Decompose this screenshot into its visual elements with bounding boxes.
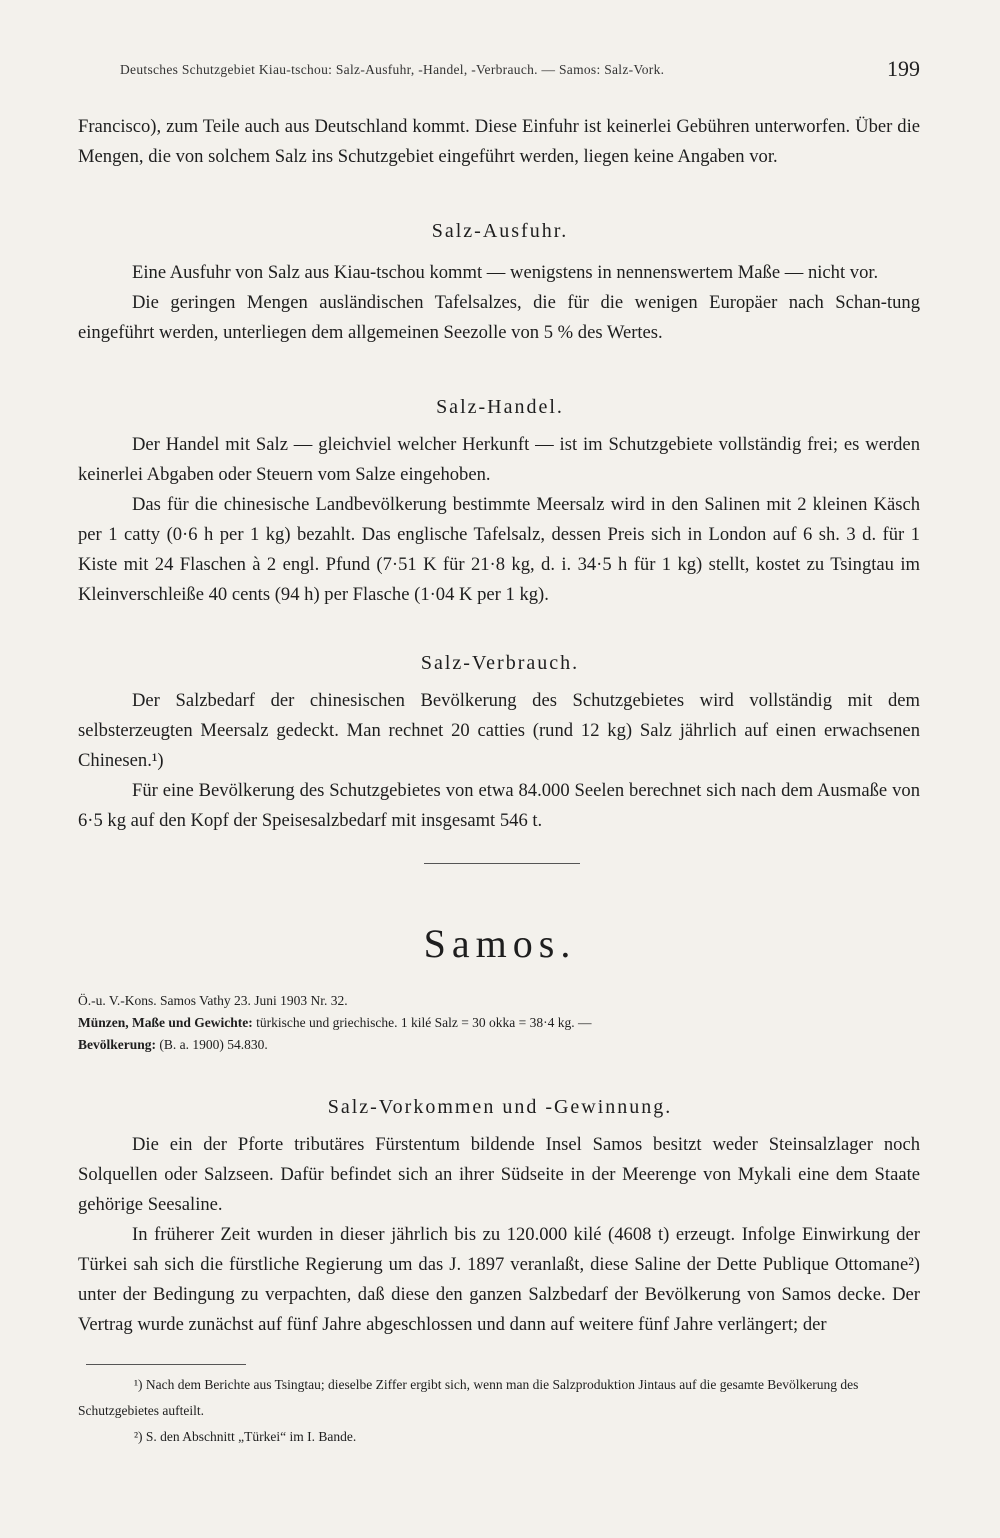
- salz-verbrauch-block: [78, 686, 920, 836]
- samos-muenzen-line: [78, 1012, 938, 1034]
- heading-samos: Samos.: [423, 921, 577, 966]
- samos-meta: [78, 990, 938, 1056]
- salz-handel-paragraph-1: Der Handel mit Salz — gleichviel welcher Herkunft — ist im Schutzgebiete vollständig frei; es werden keinerlei Abgaben oder Steuern vom Salze eingehoben.: [78, 434, 920, 485]
- bevoelkerung-label: Bevölkerung:: [78, 1037, 157, 1052]
- heading-salz-handel: Salz-Handel.: [436, 396, 564, 418]
- salz-vorkommen-paragraph-2: In früherer Zeit wurden in dieser jährlich bis zu 120.000 kilé (4608 t) erzeugt. Infolge Einwirkung der Türkei sah sich die fürstliche Regierung um das J. 1897 veranlaßt, diese Saline der Dette Publique Ottomane²) unter der Bedingung zu verpachten, daß diese den ganzen Salzbedarf der Bevölkerung von Samos decke. Der Vertrag wurde zunächst auf fünf Jahre abgeschlossen und dann auf weitere fünf Jahre verlängert; der: [78, 1224, 920, 1335]
- intro-block: [78, 112, 920, 172]
- section-divider: [424, 863, 580, 864]
- intro-paragraph: Francisco), zum Teile auch aus Deutschland kommt. Diese Einfuhr ist keinerlei Gebühren unterworfen. Über die Mengen, die von solchem Salz ins Schutzgebiet eingeführt werden, liegen keine Angaben vor.: [78, 116, 920, 167]
- salz-ausfuhr-block: [78, 258, 920, 348]
- footnote-rule: [86, 1364, 246, 1365]
- heading-salz-verbrauch: Salz-Verbrauch.: [420, 652, 580, 674]
- salz-verbrauch-paragraph-1: Der Salzbedarf der chinesischen Bevölkerung des Schutzgebietes wird vollständig mit dem selbsterzeugten Meersalz gedeckt. Man rechnet 20 catties (rund 12 kg) Salz jährlich auf einen erwachsenen Chinesen.¹): [78, 690, 920, 771]
- heading-salz-ausfuhr: Salz-Ausfuhr.: [431, 220, 569, 242]
- page-number: 199: [887, 56, 920, 81]
- footnote-1: ¹) Nach dem Berichte aus Tsingtau; dieselbe Ziffer ergibt sich, wenn man die Salzproduktion Jintaus auf die gesamte Bevölkerung des Schutzgebietes aufteilt.: [78, 1377, 859, 1418]
- salz-handel-paragraph-2: Das für die chinesische Landbevölkerung bestimmte Meersalz wird in den Salinen mit 2 kleinen Käsch per 1 catty (0·6 h per 1 kg) bezahlt. Das englische Tafelsalz, dessen Preis sich in London auf 6 sh. 3 d. für 1 Kiste mit 24 Flaschen à 2 engl. Pfund (7·51 K für 21·8 kg, d. i. 34·5 h für 1 kg) stellt, kostet zu Tsingtau im Kleinverschleiße 40 cents (94 h) per Flasche (1·04 K per 1 kg).: [78, 494, 920, 605]
- muenzen-label: Münzen, Maße und Gewichte:: [78, 1015, 253, 1030]
- salz-handel-block: [78, 430, 920, 610]
- muenzen-text: türkische und griechische. 1 kilé Salz = 30 okka = 38·4 kg. —: [256, 1015, 592, 1030]
- samos-bevoelkerung-line: [78, 1034, 938, 1056]
- footnote-2: ²) S. den Abschnitt „Türkei“ im I. Bande.: [134, 1429, 357, 1444]
- footnotes: [78, 1372, 938, 1450]
- salz-ausfuhr-paragraph-2: Die geringen Mengen ausländischen Tafelsalzes, die für die wenigen Europäer nach Schan-tung eingeführt werden, unterliegen dem allgemeinen Seezolle von 5 % des Wertes.: [78, 292, 920, 343]
- running-head: Deutsches Schutzgebiet Kiau-tschou: Salz-Ausfuhr, -Handel, -Verbrauch. — Samos: Salz-Vork.: [120, 62, 665, 77]
- salz-vorkommen-block: [78, 1130, 920, 1340]
- bevoelkerung-text: (B. a. 1900) 54.830.: [159, 1037, 268, 1052]
- salz-vorkommen-paragraph-1: Die ein der Pforte tributäres Fürstentum bildende Insel Samos besitzt weder Steinsalzlager noch Solquellen oder Salzseen. Dafür befindet sich an ihrer Südseite in der Meerenge von Mykali eine dem Staate gehörige Seesaline.: [78, 1134, 920, 1215]
- heading-salz-vorkommen: Salz-Vorkommen und -Gewinnung.: [327, 1096, 673, 1118]
- salz-verbrauch-paragraph-2: Für eine Bevölkerung des Schutzgebietes von etwa 84.000 Seelen berechnet sich nach dem Ausmaße von 6·5 kg auf den Kopf der Speisesalzbedarf mit insgesamt 546 t.: [78, 780, 920, 831]
- samos-source: Ö.-u. V.-Kons. Samos Vathy 23. Juni 1903 Nr. 32.: [78, 993, 348, 1008]
- salz-ausfuhr-paragraph-1: Eine Ausfuhr von Salz aus Kiau-tschou kommt — wenigstens in nennenswertem Maße — nicht vor.: [132, 262, 879, 283]
